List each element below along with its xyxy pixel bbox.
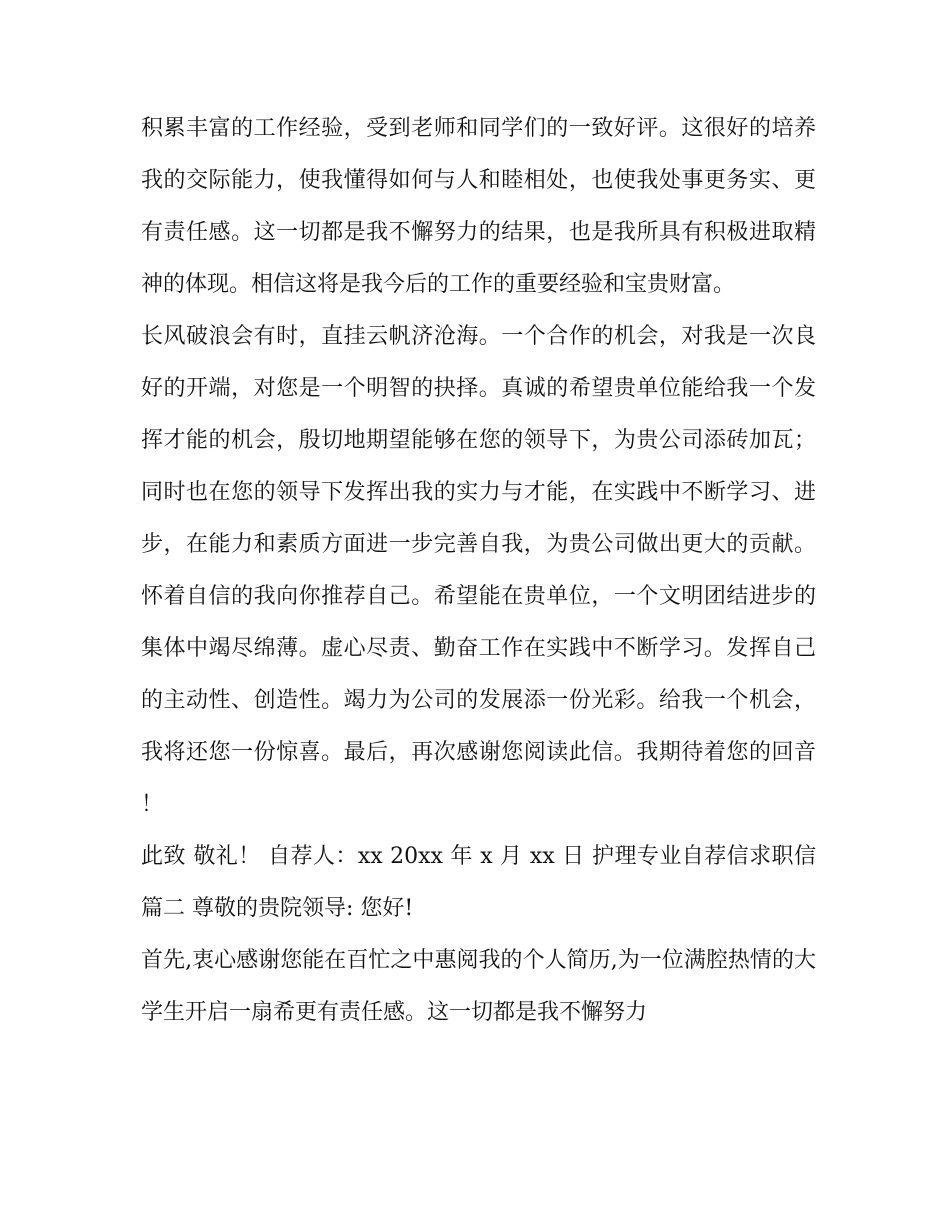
paragraph-closing-signature: 此致 敬礼！ 自荐人：xx 20xx 年 x 月 xx 日 护理专业自荐信求职信篇二 尊敬的贵院领导: 您好! <box>141 844 816 921</box>
document-body <box>141 103 816 1039</box>
paragraph-experience: 积累丰富的工作经验，受到老师和同学们的一致好评。这很好的培养我的交际能力，使我懂得如何与人和睦相处，也使我处事更务实、更有责任感。这一切都是我不懈努力的结果，也是我所具有积极进取精神的体现。相信这将是我今后的工作的重要经验和宝贵财富。 <box>141 116 816 297</box>
paragraph-cooperation: 长风破浪会有时，直挂云帆济沧海。一个合作的机会，对我是一次良好的开端，对您是一个明智的抉择。真诚的希望贵单位能给我一个发挥才能的机会，殷切地期望能够在您的领导下，为贵公司添砖加瓦；同时也在您的领导下发挥出我的实力与才能，在实践中不断学习、进步，在能力和素质方面进一步完善自我，为贵公司做出更大的贡献。怀着自信的我向你推荐自己。希望能在贵单位，一个文明团结进步的集体中竭尽绵薄。虚心尽责、勤奋工作在实践中不断学习。发挥自己的主动性、创造性。竭力为公司的发展添一份光彩。给我一个机会，我将还您一份惊喜。最后，再次感谢您阅读此信。我期待着您的回音！ <box>141 324 816 817</box>
paragraph-letter-two-opening: 首先,衷心感谢您能在百忙之中惠阅我的个人简历,为一位满腔热情的大学生开启一扇希更有责任感。这一切都是我不懈努力 <box>141 948 816 1025</box>
